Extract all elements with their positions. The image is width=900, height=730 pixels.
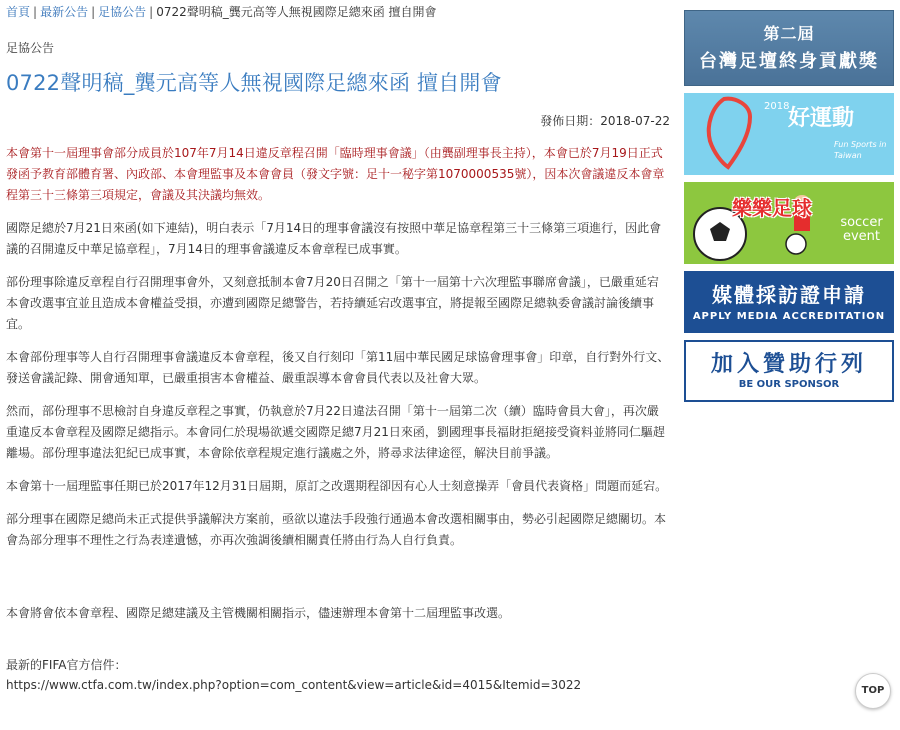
- lifetime-award-line2: 台灣足壇終身貢獻獎: [699, 51, 879, 72]
- article-paragraph-2: 國際足總於7月21日來函(如下連結)，明白表示「7月14日的理事會議沒有按照中華足協章程第三十三條第三項進行，因此會議的召開違反中華足協章程」，7月14日的理事會議違反本會章程已成事實。: [6, 221, 662, 256]
- soccer-event-title: 樂樂足球: [732, 196, 812, 220]
- article-paragraph-5: 然而，部份理事不思檢討自身違反章程之事實，仍執意於7月22日違法召開「第十一屆第二次（續）臨時會員大會」，再次嚴重違反本會章程及國際足總指示。本會同仁於現場欲遞交國際足總7月21日來函，劉國理事長福財拒絕接受資料並將同仁驅趕離場。部份理事違法犯紀已成事實，本會除依章程規定進行議處之外，將尋求法律途徑，解決目前爭議。: [6, 404, 665, 460]
- publish-date: 發佈日期：2018-07-22: [540, 114, 670, 128]
- sponsor-subtitle: BE OUR SPONSOR: [738, 379, 840, 390]
- breadcrumb-home-link[interactable]: 首頁: [6, 5, 31, 19]
- fun-sports-subtitle: Fun Sports in Taiwan: [834, 140, 887, 160]
- sponsor-banner[interactable]: [684, 340, 894, 402]
- breadcrumb: [6, 4, 670, 20]
- fun-sports-year: 2018: [764, 101, 790, 112]
- fun-sports-title: 好運動: [788, 106, 855, 131]
- breadcrumb-news-link[interactable]: 最新公告: [40, 5, 89, 19]
- article-paragraph-7: 部分理事在國際足總尚未正式提供爭議解決方案前，亟欲以違法手段強行通過本會改選相關事由，勢必引起國際足總關切。本會為部分理事不理性之行為表達遺憾，亦再次強調後續相關責任將由行為人自行負責。: [6, 512, 667, 547]
- media-accreditation-banner[interactable]: [684, 271, 894, 333]
- article-paragraph-6: 本會第十一屆理監事任期已於2017年12月31日屆期，原訂之改選期程卻因有心人士刻意操弄「會員代表資格」問題而延宕。: [6, 479, 668, 493]
- fifa-letter-label: 最新的FIFA官方信件：: [6, 658, 127, 672]
- page-title: 0722聲明稿_龔元高等人無視國際足總來函 擅自開會: [6, 71, 502, 95]
- soccer-event-banner[interactable]: [684, 182, 894, 264]
- article-category: 足協公告: [6, 41, 55, 55]
- fifa-letter-url[interactable]: https://www.ctfa.com.tw/index.php?option=com_content&view=article&id=4015&Itemid=3022: [6, 678, 582, 692]
- fun-sports-banner[interactable]: [684, 93, 894, 175]
- media-accreditation-title: 媒體採訪證申請: [712, 283, 866, 307]
- article-paragraph-4: 本會部份理事等人自行召開理事會議違反本會章程，後又自行刻印「第11屆中華民國足球協會理事會」印章，自行對外行文、發送會議記錄、開會通知單，已嚴重損害本會權益、嚴重誤導本會會員代表以及社會大眾。: [6, 350, 670, 385]
- lifetime-award-banner[interactable]: [684, 10, 894, 86]
- breadcrumb-assoc-link[interactable]: 足協公告: [98, 5, 147, 19]
- breadcrumb-separator: |: [33, 5, 38, 19]
- article-paragraph-8: 本會將會依本會章程、國際足總建議及主管機關相關指示，儘速辦理本會第十二屆理監事改選。: [6, 606, 511, 620]
- main-content: [6, 0, 670, 694]
- breadcrumb-current: 0722聲明稿_龔元高等人無視國際足總來函 擅自開會: [156, 5, 437, 19]
- lifetime-award-line1: 第二屆: [763, 24, 815, 43]
- article-paragraph-3: 部份理事除違反章程自行召開理事會外，又刻意抵制本會7月20日召開之「第十一屆第十六次理監事聯席會議」，已嚴重延宕本會改選事宜並且造成本會權益受損，亦遭到國際足總警告，若持續延宕改選事宜，將提報至國際足總執委會議討論後續事宜。: [6, 275, 659, 331]
- scroll-to-top-button[interactable]: TOP: [855, 673, 891, 709]
- soccer-event-subtitle: soccer event: [840, 215, 883, 244]
- breadcrumb-separator: |: [91, 5, 96, 19]
- article-paragraph-1: 本會第十一屆理事會部分成員於107年7月14日違反章程召開「臨時理事會議」（由龔副理事長主持），本會已於7月19日正式發函予教育部體育署、內政部、本會理監事及本會會員（發文字號：足十一秘字第1070000535號），因本次會議違反本會章程第三十三條第三項規定，會議及其決議均無效。: [6, 146, 665, 202]
- breadcrumb-separator: |: [149, 5, 154, 19]
- media-accreditation-subtitle: APPLY MEDIA ACCREDITATION: [692, 311, 886, 322]
- sponsor-title: 加入贊助行列: [710, 352, 867, 377]
- sidebar: [684, 10, 894, 409]
